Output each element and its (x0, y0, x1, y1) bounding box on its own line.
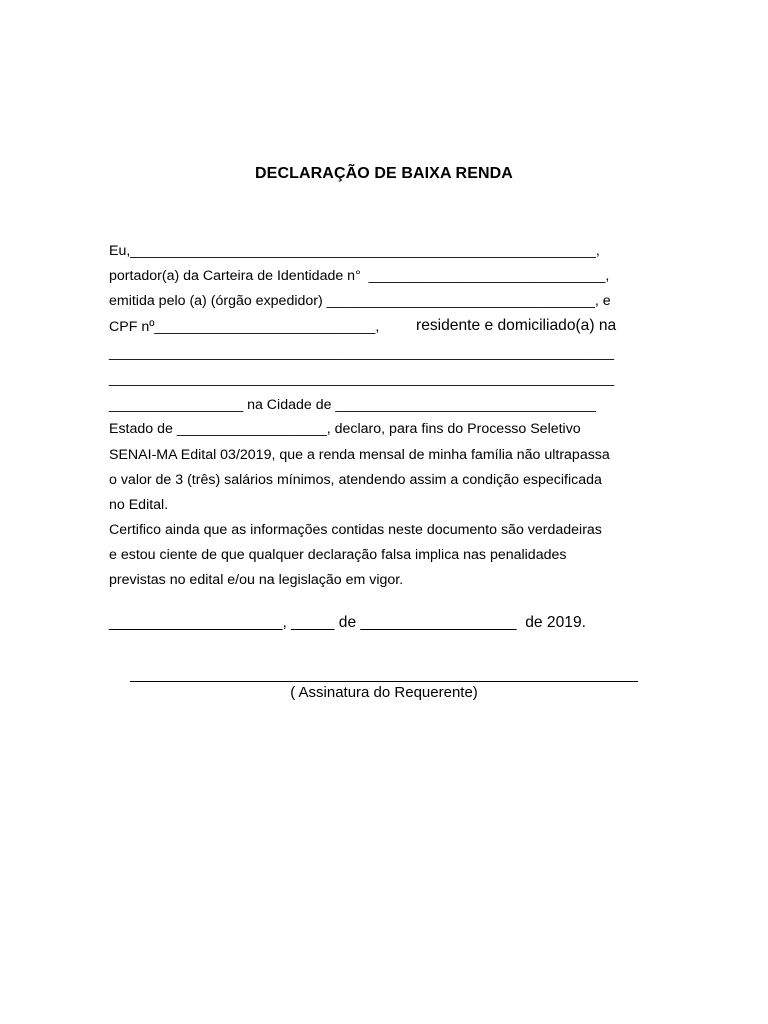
line-city: _________________ na Cidade de _________________________________ (109, 397, 596, 413)
line-issuer: emitida pelo (a) (órgão expedidor) __________________________________, e (109, 293, 611, 309)
line-aware: e estou ciente de que qualquer declaração falsa implica nas penalidades (109, 547, 567, 563)
line-certify: Certifico ainda que as informações contidas neste documento são verdadeiras (109, 522, 602, 538)
line-edital-end: no Edital. (109, 497, 169, 513)
line-state: Estado de ___________________, declaro, para fins do Processo Seletivo (109, 421, 581, 437)
line-identity: portador(a) da Carteira de Identidade n° ______________________________, (109, 268, 610, 284)
signature-line (130, 681, 638, 682)
line-address-2: ________________________________________________________________ (109, 371, 614, 387)
line-cpf: CPF nº____________________________, (109, 319, 380, 335)
signature-caption: ( Assinatura do Requerente) (290, 684, 478, 701)
line-salary: o valor de 3 (três) salários mínimos, atendendo assim a condição especificada (109, 472, 602, 488)
line-edital: SENAI-MA Edital 03/2019, que a renda mensal de minha família não ultrapassa (109, 447, 610, 463)
line-address-1: ________________________________________________________________ (109, 345, 614, 361)
document-title: DECLARAÇÃO DE BAIXA RENDA (255, 165, 513, 182)
date-line: ____________________, _____ de __________________ de 2019. (109, 614, 586, 631)
line-name: Eu,___________________________________________________________, (109, 243, 600, 259)
line-residence: residente e domiciliado(a) na (416, 317, 617, 334)
line-legislation: previstas no edital e/ou na legislação em vigor. (109, 572, 404, 588)
